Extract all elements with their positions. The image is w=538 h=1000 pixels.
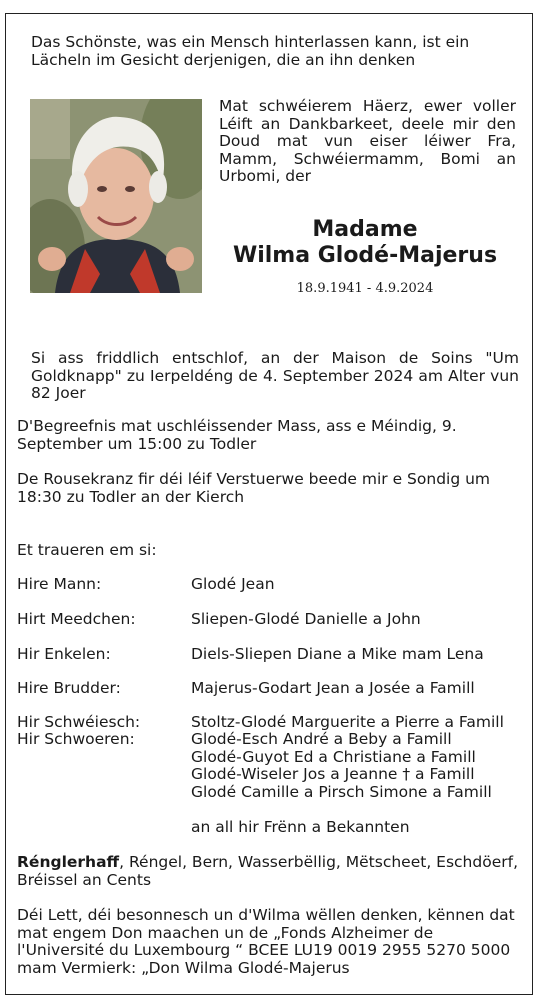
relative-value: Sliepen-Glodé Danielle a John [191,610,421,628]
relative-value: Glodé-Wiseler Jos a Jeanne † a Famill [191,765,475,783]
relative-label: Hirt Meedchen: [17,610,136,628]
relative-label: Hire Brudder: [17,679,121,697]
motto-line: Das Schönste, was ein Mensch hinterlassen kann, ist ein [31,33,470,51]
places-bold: Rénglerhaff [17,853,120,871]
donation-line: mat engem Don maachen un de „Fonds Alzheimer de [17,923,434,942]
mourners-heading: Et traueren em si: [17,541,157,559]
relative-value: Glodé Jean [191,575,275,593]
relative-value: Glodé-Esch André a Beby a Famill [191,730,452,748]
rosary-notice: De Rousekranz fir déi léif Verstuerwe beede mir e Sondig um 18:30 zu Todler an der Kierch [17,470,491,506]
announcement-intro: Mat schwéierem Häerz, ewer voller Léift an Dankbarkeet, deele mir den Doud mat vun eiser léiwer Fra, Mamm, Schwéiermamm, Bomi an Urbomi, der [219,97,516,185]
relative-label: Hire Mann: [17,575,102,593]
deceased-name: Wilma Glodé-Majerus [232,243,498,268]
places-rest: , Réngel, Bern, Wasserbëllig, Mëtscheet, Eschdöerf, Bréissel an Cents [17,853,518,889]
relative-value: Diels-Sliepen Diane a Mike mam Lena [191,645,484,663]
donation-line: l'Université du Luxembourg “ BCEE LU19 0019 2955 5270 5000 [17,941,511,959]
relative-value: Glodé Camille a Pirsch Simone a Famill [191,783,492,801]
life-dates: 18.9.1941 - 4.9.2024 [296,281,434,296]
portrait-photo [30,99,202,293]
relative-label: Hir Schwoeren: [17,730,135,748]
funeral-notice: D'Begreefnis mat uschléissender Mass, ass e Méindig, 9. September um 15:00 zu Todler [17,417,457,453]
relative-value: Stoltz-Glodé Marguerite a Pierre a Famill [191,713,504,731]
relative-label: Hir Schwéiesch: [17,713,141,731]
motto-quote [31,34,501,69]
passing-notice: Si ass friddlich entschlof, an der Maison de Soins "Um Goldknapp" zu Ierpeldéng de 4. September 2024 am Alter vun 82 Joer [31,349,519,402]
relative-value: Majerus-Godart Jean a Josée a Famill [191,679,475,697]
relative-value: Glodé-Guyot Ed a Christiane a Famill [191,748,476,766]
places-list [17,854,522,889]
obituary-notice [5,13,533,995]
deceased-title: Madame [312,217,418,242]
relative-label: Hir Enkelen: [17,645,111,663]
motto-line: Lächeln im Gesicht derjenigen, die an ihn denken [31,50,416,69]
donation-line: mam Vermierk: „Don Wilma Glodé-Majerus [17,958,350,977]
portrait-image [30,99,202,293]
donation-notice [17,907,522,977]
friends-line: an all hir Frënn a Bekannten [191,818,410,836]
donation-line: Déi Lett, déi besonnesch un d'Wilma wëllen denken, kënnen dat [17,906,515,924]
